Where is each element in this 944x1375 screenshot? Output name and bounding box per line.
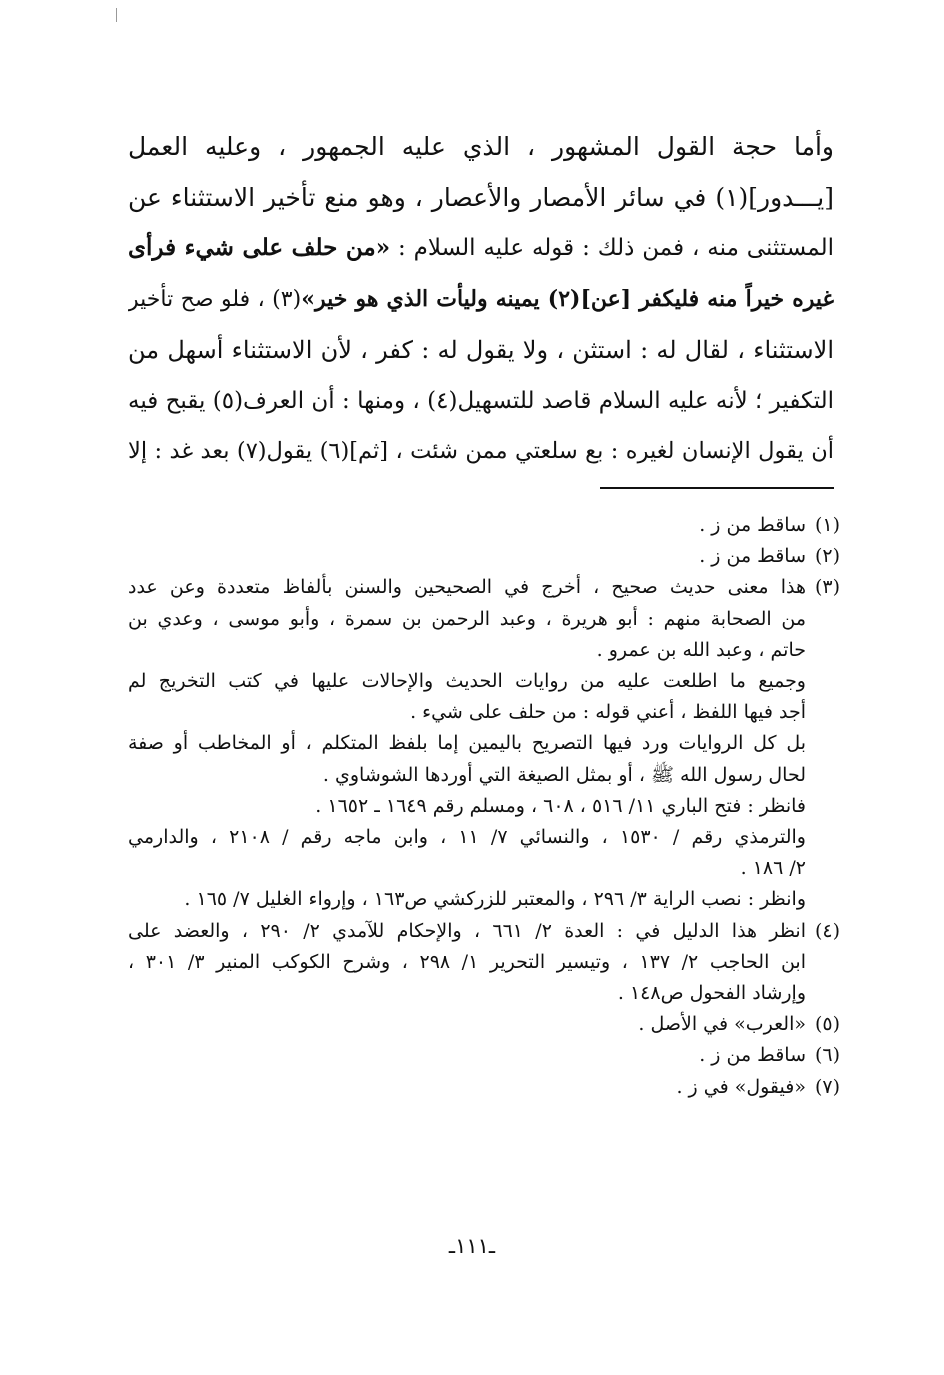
footnote-line: انظر هذا الدليل في : العدة ٢/ ٦٦١ ، والإحكام للآمدي ٢/ ٢٩٠ ، والعضد على [128, 919, 806, 942]
footnote [128, 916, 840, 1010]
footnote-line: وإرشاد الفحول ص١٤٨ . [617, 982, 806, 1005]
scan-mark [116, 8, 117, 22]
footnote-line: ساقط من ز . [699, 514, 806, 536]
footnote-number: (٧) [814, 1075, 840, 1098]
footnote-line: حاتم ، وعبد الله بن عمرو . [596, 638, 806, 661]
footnote [128, 572, 840, 915]
footnote [128, 541, 840, 572]
footnote-body [128, 1040, 806, 1071]
main-text-segment: المستثنى منه ، فمن ذلك : قوله عليه السلام : [390, 235, 834, 261]
footnote-line: ساقط من ز . [699, 1044, 806, 1067]
footnote-line: وانظر : نصب الراية ٣/ ٢٩٦ ، والمعتبر للزركشي ص١٦٣ ، وإرواء الغليل ٧/ ١٦٥ . [184, 888, 806, 911]
main-text [128, 122, 834, 477]
footnote-line: فانظر : فتح الباري ١١/ ٥١٦ ، ٦٠٨ ، ومسلم رقم ١٦٤٩ ـ ١٦٥٢ . [315, 794, 806, 817]
footnote-number: (٤) [814, 919, 840, 942]
main-text-line [128, 274, 834, 326]
hadith-quote: غيره خيراً منه فليكفر [عن](٢) يمينه وليأت الذي هو خير» [301, 285, 834, 312]
footnote-line: من الصحابة منهم : أبو هريرة ، وعبد الرحمن بن سمرة ، وأبو موسى ، وعدي بن [128, 607, 806, 630]
footnote-body [128, 541, 806, 572]
main-text-line [128, 223, 834, 274]
footnote-line: ٢/ ١٨٦ . [740, 857, 806, 880]
footnote-line: بل كل الروايات ورد فيها التصريح باليمين إما بلفظ المتكلم ، أو المخاطب أو صفة [128, 732, 806, 755]
footnote-line: «فيقول» في ز . [676, 1075, 806, 1098]
footnote [128, 510, 840, 541]
main-text-segment: (٣) ، فلو صح تأخير [128, 286, 302, 312]
main-text-line: التكفير ؛ لأنه عليه السلام قاصد للتسهيل(٤) ، ومنها : أن العرف(٥) يقبح فيه [128, 387, 834, 414]
main-text-line: الاستثناء ، لقال له : استثن ، ولا يقول له : كفر ، لأن الاستثناء أسهل من [128, 336, 834, 364]
hadith-quote: «من حلف على شيء فرأى [128, 234, 391, 261]
footnote-line: ابن الحاجب ٢/ ١٣٧ ، وتيسير التحرير ١/ ٢٩٨ ، وشرح الكوكب المنير ٣/ ٣٠١ ، [128, 950, 806, 973]
main-text-line: أن يقول الإنسان لغيره : بع سلعتي ممن شئت ، [ثم](٦) يقول(٧) بعد غد : إلا [128, 438, 834, 464]
main-text-line: [يـــدور](١) في سائر الأمصار والأعصار ، وهو منع تأخير الاستثناء عن [128, 182, 834, 212]
footnote-body [128, 916, 806, 1010]
footnote-line: والترمذي رقم / ١٥٣٠ ، والنسائي ٧/ ١١ ، وابن ماجه رقم / ٢١٠٨ ، والدارمي [128, 826, 806, 849]
footnotes [128, 510, 840, 1103]
footnote [128, 1009, 840, 1040]
footnote-number: (٣) [814, 576, 840, 599]
footnote [128, 1040, 840, 1071]
footnote-line: ساقط من ز . [699, 545, 806, 568]
main-text-line: وأما حجة القول المشهور ، الذي عليه الجمهور ، وعليه العمل [128, 132, 834, 161]
footnote-body [128, 572, 806, 915]
footnote-line: هذا معنى حديث صحيح ، أخرج في الصحيحين والسنن بألفاظ متعددة وعن عدد [128, 576, 806, 599]
page-number: ـ١١١ـ [448, 1234, 496, 1258]
footnote-line: لحال رسول الله ﷺ ، أو بمثل الصيغة التي أوردها الشوشاوي . [322, 763, 806, 786]
footnote-number: (٢) [814, 545, 840, 568]
footnote-line: أجد فيها اللفظ ، أعني قوله : من حلف على شيء . [410, 701, 806, 724]
footnote-body [128, 510, 806, 541]
footnote-number: (٦) [814, 1044, 840, 1067]
footnote-line: «العرب» في الأصل . [638, 1013, 806, 1036]
footnote [128, 1072, 840, 1103]
footnote-line: وجميع ما اطلعت عليه من روايات الحديث والإحالات عليها في كتب التخريج لم [128, 670, 806, 693]
footnote-body [128, 1009, 806, 1040]
footnote-number: (٥) [814, 1013, 840, 1036]
footnote-body [128, 1072, 806, 1103]
footnote-number: (١) [814, 514, 840, 536]
footnote-separator [600, 487, 834, 489]
